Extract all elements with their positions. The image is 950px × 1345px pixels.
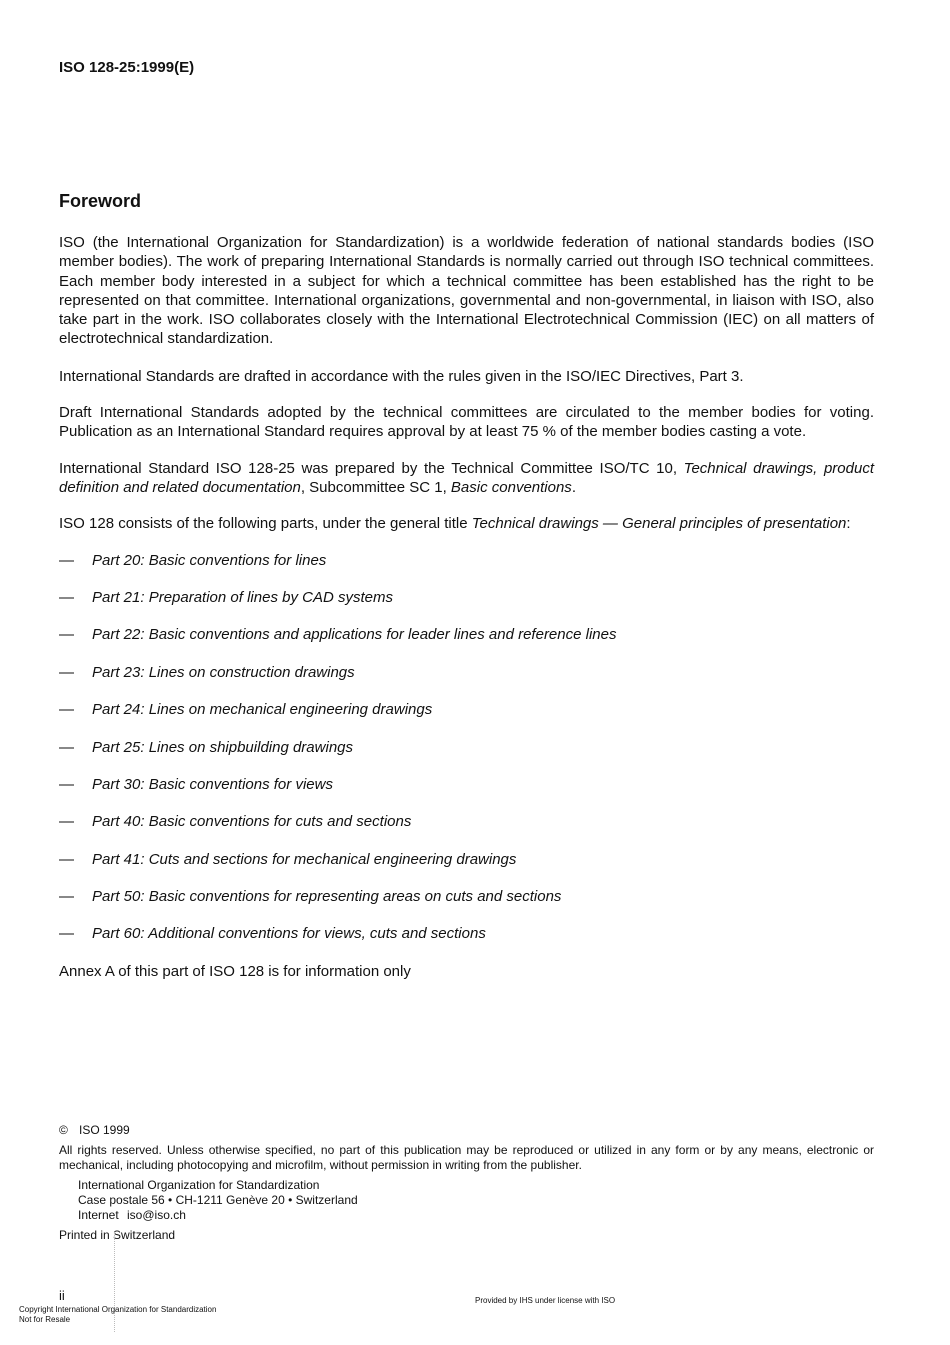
part-title: Part 20: Basic conventions for lines xyxy=(92,551,327,569)
part-title: Part 23: Lines on construction drawings xyxy=(92,663,355,681)
copyright-line xyxy=(59,1123,874,1138)
p4-text-e: . xyxy=(571,478,576,496)
dash-bullet: — xyxy=(59,925,74,943)
license-note: Provided by IHS under license with ISO xyxy=(475,1296,616,1305)
dash-bullet: — xyxy=(59,551,74,569)
part-title: Part 60: Additional conventions for views, cuts and sections xyxy=(92,925,486,943)
paragraph-iso-intro: ISO (the International Organization for Standardization) is a worldwide federation of national standards bodies (ISO member bodies). The work of preparing International Standards is normally carried out through ISO technical committees. Each member body interested in a subject for which a technical committee has been established has the right to be represented on that committee. International organizations, governmental and non-governmental, in liaison with ISO, also take part in the work. ISO collaborates closely with the International Electrotechnical Commission (IEC) on all matters of electrotechnical standardization. xyxy=(59,234,874,348)
list-item xyxy=(59,588,874,625)
paragraph-directives: International Standards are drafted in accordance with the rules given in the ISO/IEC Directives, Part 3. xyxy=(59,367,744,385)
dash-bullet: — xyxy=(59,626,74,644)
list-item xyxy=(59,850,874,887)
part-title: Part 25: Lines on shipbuilding drawings xyxy=(92,738,353,756)
list-item xyxy=(59,738,874,775)
email-address: iso@iso.ch xyxy=(127,1208,186,1222)
part-title: Part 22: Basic conventions and applications for leader lines and reference lines xyxy=(92,626,617,644)
copyright-symbol: © xyxy=(59,1123,68,1137)
footer-copyright-line: Copyright International Organization for Standardization xyxy=(19,1305,217,1314)
list-item xyxy=(59,812,874,849)
part-title: Part 50: Basic conventions for representing areas on cuts and sections xyxy=(92,888,562,906)
internet-line xyxy=(78,1208,874,1223)
footer-resale-line: Not for Resale xyxy=(19,1315,71,1324)
internet-label: Internet xyxy=(78,1208,119,1222)
document-id: ISO 128-25:1999(E) xyxy=(59,59,195,76)
section-title: Foreword xyxy=(59,191,142,211)
dash-bullet: — xyxy=(59,588,74,606)
dash-bullet: — xyxy=(59,850,74,868)
committee-title: Technical drawings, product definition and related documentation xyxy=(59,459,874,496)
dash-bullet: — xyxy=(59,813,74,831)
list-item xyxy=(59,887,874,924)
rights-statement: All rights reserved. Unless otherwise specified, no part of this publication may be reproduced or utilized in any form or by any means, electronic or mechanical, including photocopying and microfilm, without permission in writing from the publisher. xyxy=(59,1143,874,1172)
copyright-year: ISO 1999 xyxy=(79,1123,130,1137)
list-item xyxy=(59,700,874,737)
p5-text-a: ISO 128 consists of the following parts, under the general title xyxy=(59,515,472,533)
part-title: Part 40: Basic conventions for cuts and sections xyxy=(92,813,412,831)
list-item xyxy=(59,775,874,812)
page-number: ii xyxy=(59,1288,65,1303)
part-title: Part 24: Lines on mechanical engineering drawings xyxy=(92,701,433,719)
part-title: Part 41: Cuts and sections for mechanical engineering drawings xyxy=(92,850,517,868)
foreword-body xyxy=(59,233,874,981)
p4-text-c: , Subcommittee SC 1, xyxy=(300,478,451,496)
general-title: Technical drawings — General principles of presentation xyxy=(471,515,847,533)
subcommittee-title: Basic conventions xyxy=(450,478,572,496)
part-title: Part 30: Basic conventions for views xyxy=(92,775,333,793)
footer-copyright xyxy=(19,1305,216,1325)
paragraph-draft-standards: Draft International Standards adopted by the technical committees are circulated to the member bodies for voting. Publication as an International Standard requires approval by at least 75 % of the member bodies casting a vote. xyxy=(59,404,874,441)
dash-bullet: — xyxy=(59,888,74,906)
list-item xyxy=(59,924,874,961)
dash-bullet: — xyxy=(59,738,74,756)
paragraph-parts-intro xyxy=(59,514,874,533)
dash-bullet: — xyxy=(59,775,74,793)
dash-bullet: — xyxy=(59,663,74,681)
list-item xyxy=(59,551,874,588)
publisher-address xyxy=(59,1178,874,1223)
p5-text-c: : xyxy=(846,515,851,533)
paragraph-annex: Annex A of this part of ISO 128 is for information only xyxy=(59,962,411,980)
publisher-name: International Organization for Standardization xyxy=(78,1178,320,1192)
parts-list xyxy=(59,551,874,962)
part-title: Part 21: Preparation of lines by CAD systems xyxy=(92,588,393,606)
copyright-block xyxy=(59,1123,874,1243)
list-item xyxy=(59,663,874,700)
printed-in: Printed in Switzerland xyxy=(59,1228,176,1242)
paragraph-prepared-by xyxy=(59,459,874,498)
dash-bullet: — xyxy=(59,701,74,719)
p4-text-a: International Standard ISO 128-25 was prepared by the Technical Committee ISO/TC 10, xyxy=(59,459,684,477)
list-item xyxy=(59,625,874,662)
postal-address: Case postale 56 • CH-1211 Genève 20 • Switzerland xyxy=(78,1193,358,1207)
